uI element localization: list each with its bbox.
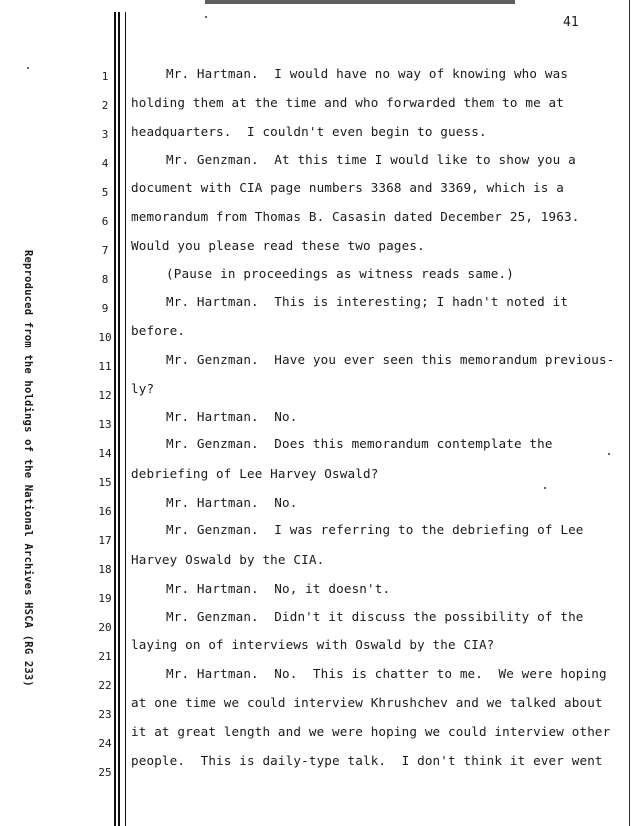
line-number: 2 (101, 99, 109, 112)
transcript-line: Mr. Hartman. No. (166, 495, 298, 510)
transcript-line: holding them at the time and who forwarded them to me at (131, 95, 564, 110)
line-number: 9 (101, 302, 109, 315)
transcript-line: Mr. Hartman. I would have no way of knowing who was (166, 66, 569, 81)
line-number: 10 (98, 331, 112, 344)
line-number: 18 (98, 563, 112, 576)
line-number: 16 (98, 505, 112, 518)
line-number: 13 (98, 418, 112, 431)
transcript-line: Mr. Hartman. No. This is chatter to me. We were hoping (166, 666, 607, 681)
scan-speck (205, 16, 207, 18)
transcript-line: Mr. Genzman. I was referring to the debriefing of Lee (166, 522, 584, 537)
transcript-line: memorandum from Thomas B. Casasin dated December 25, 1963. (131, 209, 580, 224)
transcript-line: people. This is daily-type talk. I don't think it ever went (131, 753, 603, 768)
line-number: 24 (98, 737, 112, 750)
line-number: 14 (98, 447, 112, 460)
line-number: 23 (98, 708, 112, 721)
line-number: 3 (101, 128, 109, 141)
line-number: 17 (98, 534, 112, 547)
scan-artifact-top (205, 0, 515, 4)
line-number: 19 (98, 592, 112, 605)
transcript-line: Mr. Genzman. Have you ever seen this memorandum previous- (166, 352, 615, 367)
archive-side-note: Reproduced from the holdings of the National Archives HSCA (RG 233) (22, 250, 34, 687)
transcript-line: Harvey Oswald by the CIA. (131, 552, 325, 567)
line-number: 20 (98, 621, 112, 634)
transcript-line: at one time we could interview Khrushchev and we talked about (131, 695, 603, 710)
transcript-line: Mr. Hartman. No, it doesn't. (166, 581, 391, 596)
line-number: 6 (101, 215, 109, 228)
line-number: 8 (101, 273, 109, 286)
line-number: 11 (98, 360, 112, 373)
page-number: 41 (563, 15, 579, 30)
transcript-line: debriefing of Lee Harvey Oswald? (131, 466, 379, 481)
transcript-line: ly? (131, 381, 155, 396)
transcript-line: (Pause in proceedings as witness reads same.) (166, 266, 514, 281)
line-number: 4 (101, 157, 109, 170)
transcript-line: Mr. Genzman. Does this memorandum contemplate the (166, 436, 553, 451)
transcript-line: Mr. Hartman. No. (166, 409, 298, 424)
transcript-line: before. (131, 323, 186, 338)
line-number: 22 (98, 679, 112, 692)
transcript-line: Mr. Genzman. Didn't it discuss the possibility of the (166, 609, 584, 624)
transcript-line: laying on of interviews with Oswald by the CIA? (131, 637, 495, 652)
scan-speck (27, 67, 29, 69)
margin-rule (114, 12, 116, 826)
line-number: 12 (98, 389, 112, 402)
scan-speck (544, 487, 546, 489)
margin-rule (125, 12, 126, 826)
line-number: 7 (101, 244, 109, 257)
transcript-line: Would you please read these two pages. (131, 238, 425, 253)
line-number: 1 (101, 70, 109, 83)
margin-rule (118, 12, 120, 826)
right-edge-rule (629, 0, 630, 826)
scan-speck (608, 453, 610, 455)
line-number: 15 (98, 476, 112, 489)
line-number: 25 (98, 766, 112, 779)
line-number: 21 (98, 650, 112, 663)
transcript-line: it at great length and we were hoping we could interview other (131, 724, 611, 739)
transcript-line: Mr. Genzman. At this time I would like to show you a (166, 152, 576, 167)
transcript-line: Mr. Hartman. This is interesting; I hadn't noted it (166, 294, 569, 309)
line-number: 5 (101, 186, 109, 199)
transcript-line: document with CIA page numbers 3368 and 3369, which is a (131, 180, 564, 195)
transcript-line: headquarters. I couldn't even begin to guess. (131, 124, 487, 139)
